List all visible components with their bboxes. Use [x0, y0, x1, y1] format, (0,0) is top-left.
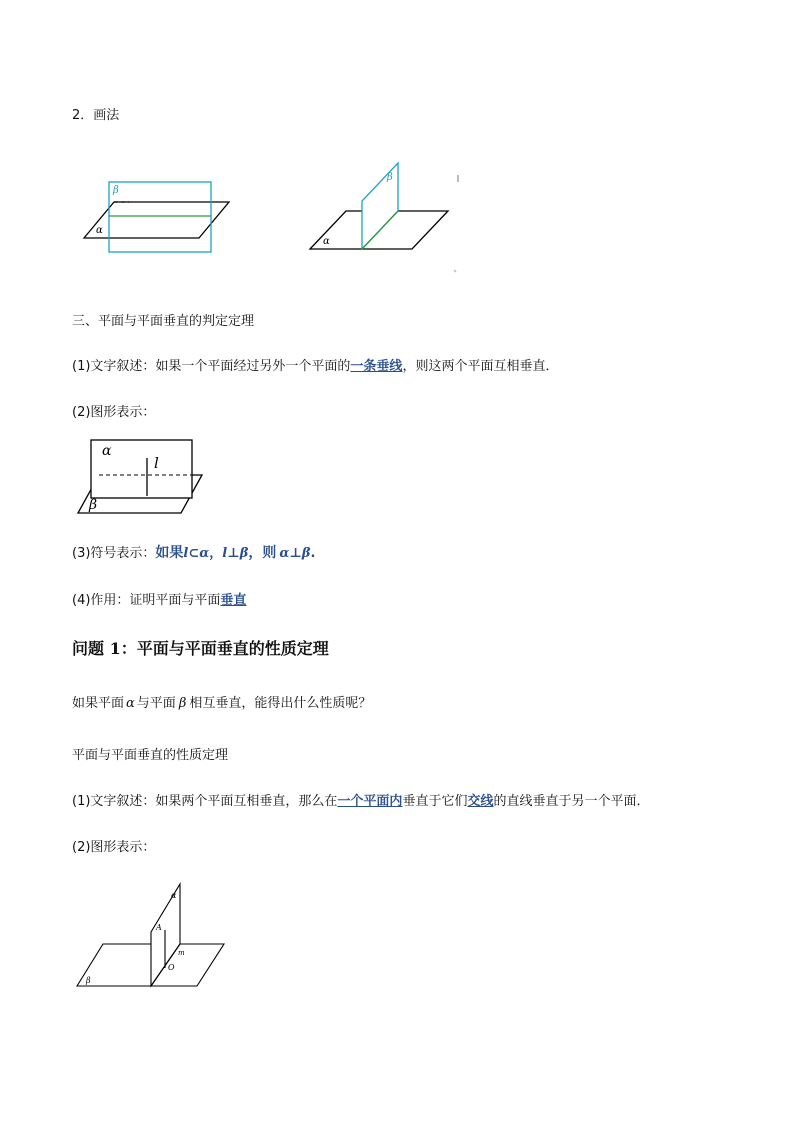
figure-intersecting-planes-1 [84, 178, 234, 258]
label-beta: β [387, 172, 393, 183]
judgment-text-prefix: (1)文字叙述：如果一个平面经过另外一个平面的 [72, 359, 351, 374]
blank-one-perpendicular: 一条垂线 [350, 359, 403, 374]
judgment-symbol-statement [72, 542, 315, 562]
plane-alpha [84, 202, 229, 238]
blank-intersection-line: 交线 [467, 794, 494, 809]
label-A: A [156, 923, 162, 932]
property-title: 平面与平面垂直的性质定理 [72, 748, 229, 763]
problem-1-title: 问题 1：平面与平面垂直的性质定理 [72, 639, 329, 658]
property-text-statement [72, 790, 649, 809]
label-beta: β [113, 185, 119, 196]
question-middle: 与平面 [136, 696, 176, 711]
question-prefix: 如果平面 [72, 696, 125, 711]
section-title-judgment-theorem: 三、平面与平面垂直的判定定理 [72, 314, 255, 329]
symbol-label: (3)符号表示： [72, 546, 156, 561]
judgment-text-suffix: ，则这两个平面互相垂直． [402, 359, 559, 374]
symbol-if: 如果 [155, 545, 184, 561]
judgment-use [72, 589, 246, 608]
symbol-expr-l-in-alpha: l⊂α [183, 546, 210, 561]
symbol-then: ，则 [248, 545, 277, 561]
blank-perpendicular: 垂直 [220, 593, 247, 608]
question-suffix: 相互垂直，能得出什么性质呢？ [189, 696, 372, 711]
symbol-expr-l-perp-beta: l⊥β [222, 546, 249, 561]
drawing-heading: 2．画法 [72, 108, 120, 123]
plane-beta [109, 182, 211, 252]
judgment-text-statement [72, 355, 558, 374]
question-beta: β [178, 696, 187, 711]
property-text-suffix: 的直线垂直于另一个平面． [493, 794, 650, 809]
symbol-end: . [310, 546, 316, 561]
figure-judgment-theorem [76, 438, 216, 518]
label-beta: β [86, 976, 91, 985]
question-alpha: α [126, 696, 135, 711]
label-alpha: α [171, 891, 177, 900]
label-l: l [154, 454, 159, 472]
label-alpha: α [323, 236, 330, 247]
property-text-prefix: (1)文字叙述：如果两个平面互相垂直，那么在 [72, 794, 338, 809]
blank-in-one-plane: 一个平面内 [337, 794, 403, 809]
property-graph-label: (2)图形表示： [72, 840, 156, 855]
property-text-mid: 垂直于它们 [402, 794, 468, 809]
label-alpha: α [102, 443, 112, 459]
label-beta: β [89, 497, 98, 513]
judgment-graph-label: (2)图形表示： [72, 405, 156, 420]
label-O: O [168, 963, 175, 972]
label-m: m [178, 949, 185, 957]
use-prefix: (4)作用：证明平面与平面 [72, 593, 221, 608]
question-text [72, 692, 371, 711]
label-alpha: α [96, 225, 103, 236]
figure-perpendicular-planes-2 [306, 160, 466, 280]
symbol-sep: ， [209, 546, 223, 561]
figure-property-theorem [76, 880, 226, 990]
symbol-expr-alpha-perp-beta: α⊥β [279, 546, 311, 561]
